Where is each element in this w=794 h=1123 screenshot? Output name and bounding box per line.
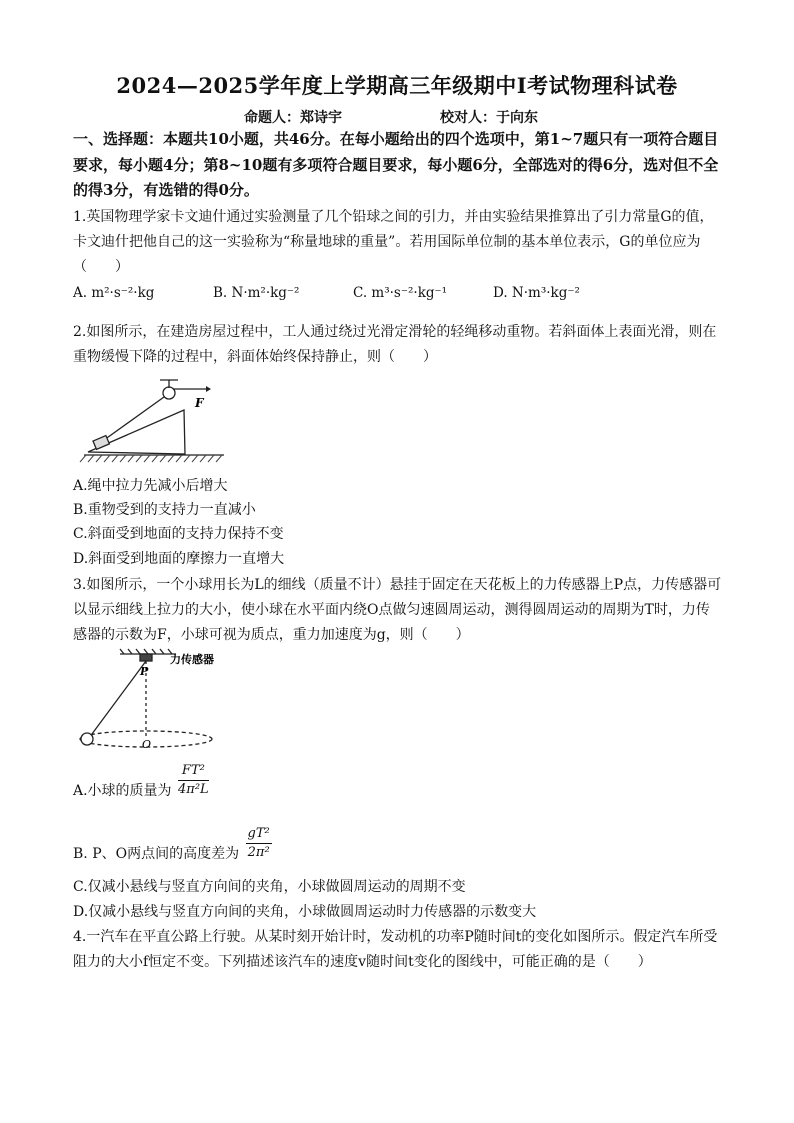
q2-option-b: B.重物受到的支持力一直减小	[73, 502, 256, 518]
q1-option-c: C. m³·s⁻²·kg⁻¹	[353, 285, 448, 301]
q3-option-b-fraction	[246, 825, 272, 862]
force-label: F	[195, 396, 204, 410]
question-2-stem: 2.如图所示，在建造房屋过程中，工人通过绕过光滑定滑轮的轻绳移动重物。若斜面体上表面光滑，则在重物缓慢下降的过程中，斜面体始终保持静止，则（ ）	[73, 324, 717, 365]
reviewer-line: 校对人：于向东	[440, 110, 538, 126]
q2-option-c: C.斜面受到地面的支持力保持不变	[73, 526, 284, 542]
q2-option-d: D.斜面受到地面的摩擦力一直增大	[73, 551, 285, 567]
point-o-label: O	[142, 738, 152, 751]
sensor-label: 力传感器	[170, 653, 214, 666]
fraction-denominator: 2π²	[247, 845, 270, 860]
load-box	[93, 436, 109, 450]
q3-option-a-text: A.小球的质量为	[73, 782, 172, 799]
exam-title: 2024—2025学年度上学期高三年级期中Ⅰ考试物理科试卷	[116, 73, 678, 98]
q3-option-d: D.仅减小悬线与竖直方向间的夹角，小球做圆周运动时力传感器的示数变大	[73, 904, 537, 920]
q3-option-c: C.仅减小悬线与竖直方向间的夹角，小球做圆周运动的周期不变	[73, 879, 466, 895]
fraction-denominator: 4π²L	[178, 782, 209, 797]
ball-icon	[81, 733, 93, 745]
incline-pulley-figure	[78, 376, 230, 468]
point-p-label: P	[140, 665, 149, 678]
q3-option-b-text: B. P、O两点间的高度差为	[73, 845, 240, 862]
fraction-numerator: gT²	[246, 825, 272, 844]
q1-option-a: A. m²·s⁻²·kg	[73, 285, 155, 301]
rope-left	[104, 397, 164, 440]
string-line	[89, 661, 146, 738]
q3-option-b	[73, 825, 723, 862]
q3-option-a-fraction	[178, 762, 209, 799]
pendulum-sensor-figure	[76, 648, 236, 752]
question-1-stem: 1.英国物理学家卡文迪什通过实验测量了几个铅球之间的引力，并由实验结果推算出了引力常量G的值，卡文迪什把他自己的这一实验称为“称量地球的重量”。若用国际单位制的基本单位表示，G的单位应为（ ）	[73, 209, 714, 275]
force-arrow-icon	[206, 386, 211, 392]
q3-option-a	[73, 762, 723, 799]
question-3-stem: 3.如图所示，一个小球用长为L的细线（质量不计）悬挂于固定在天花板上的力传感器上P点，力传感器可以显示细线上拉力的大小，使小球在水平面内绕O点做匀速圆周运动，测得圆周运动的周期为T时，力传感器的示数为F，小球可视为质点，重力加速度为g，则（ ）	[73, 577, 722, 643]
section-heading: 一、选择题：本题共10小题，共46分。在每小题给出的四个选项中，第1~7题只有一项符合题目要求，每小题4分；第8~10题有多项符合题目要求，每小题6分，全部选对的得6分，选对但不全的得3分，有选错的得0分。	[73, 130, 719, 199]
author-line: 命题人：郑诗宇	[244, 110, 342, 126]
q1-option-d: D. N·m³·kg⁻²	[493, 285, 580, 301]
q1-option-b: B. N·m²·kg⁻²	[213, 285, 300, 301]
q2-option-a: A.绳中拉力先减小后增大	[73, 478, 228, 494]
fraction-numerator: FT²	[178, 762, 209, 781]
force-sensor-icon	[140, 654, 152, 661]
question-4-stem: 4.一汽车在平直公路上行驶。从某时刻开始计时，发动机的功率P随时间t的变化如图所示。假定汽车所受阻力的大小f恒定不变。下列描述该汽车的速度v随时间t变化的图线中，可能正确的是（ ）	[73, 929, 718, 970]
